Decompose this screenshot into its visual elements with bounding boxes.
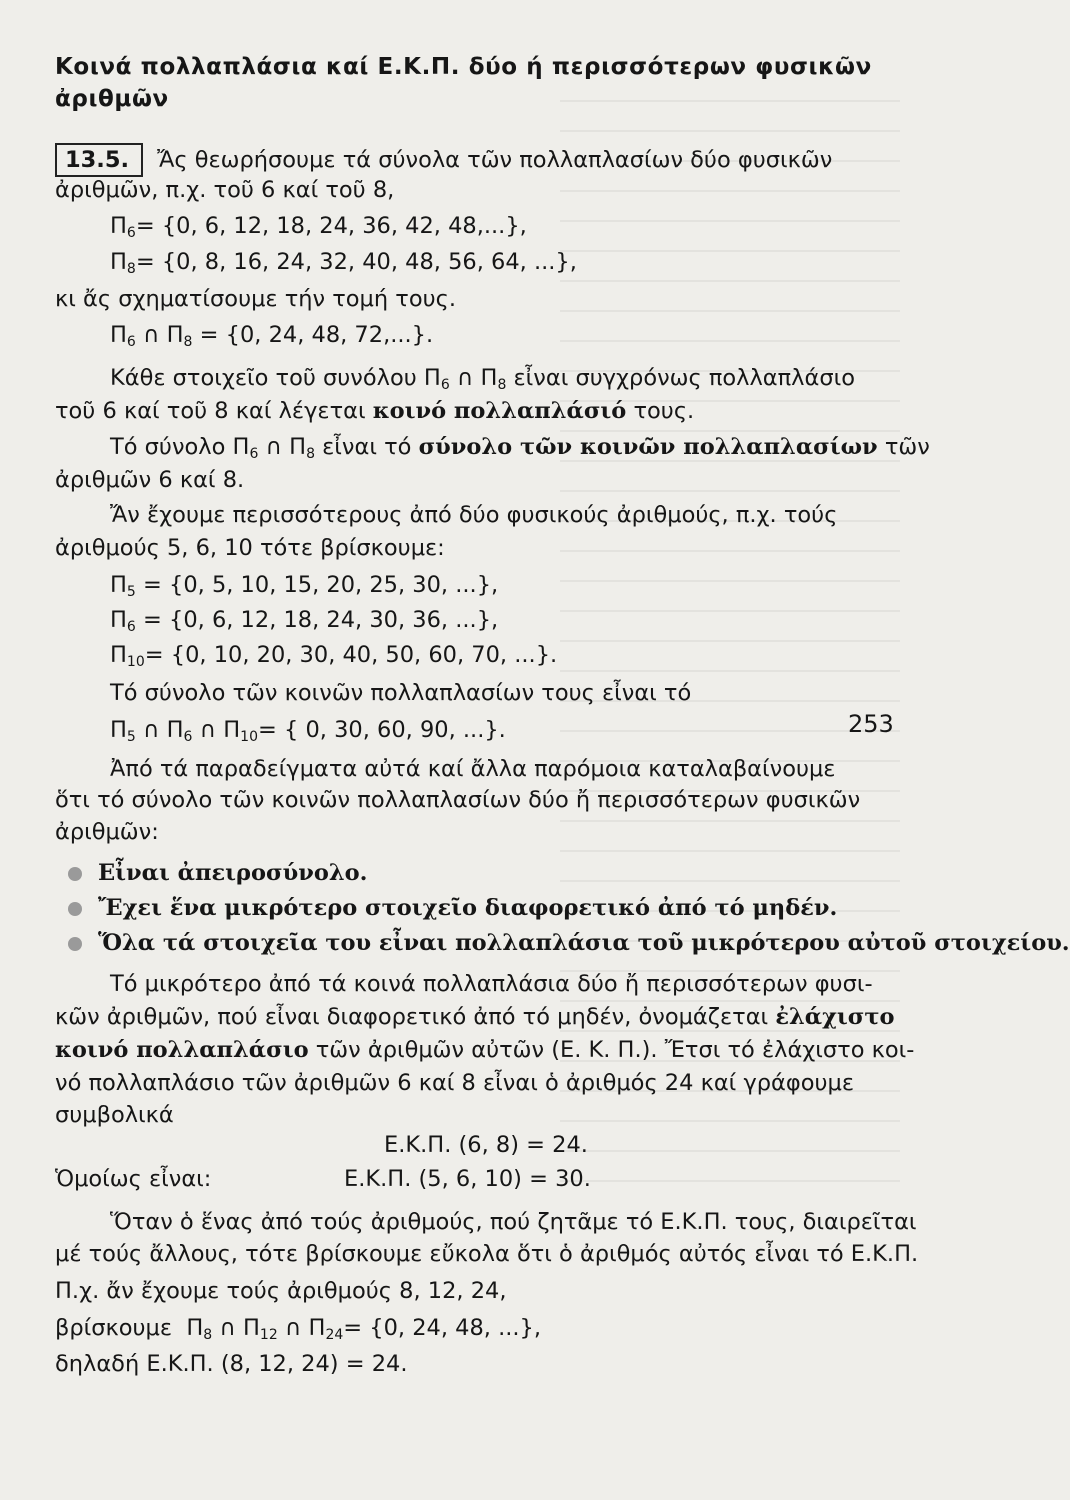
paragraph-line: [110, 363, 855, 393]
set-pi10: [110, 640, 557, 670]
bullet-item: [68, 858, 367, 888]
pi-symbol: Π: [308, 1315, 326, 1341]
paragraph-line: ὅτι τό σύνολο τῶν κοινῶν πολλαπλασίων δύο ἤ περισσότερων φυσικῶν: [55, 787, 861, 813]
subscript: 6: [440, 377, 450, 393]
bullet-icon: [68, 867, 82, 881]
equation-lcm-5-6-10: Ε.Κ.Π. (5, 6, 10) = 30.: [344, 1166, 591, 1192]
paragraph-line: [55, 1035, 914, 1065]
text: τους.: [633, 398, 695, 424]
text: κῶν ἀριθμῶν, πού εἶναι διαφορετικό ἀπό τό μηδέν, ὀνομάζεται: [55, 1004, 769, 1030]
intersection-symbol: ∩: [456, 365, 474, 391]
paragraph-line: [55, 143, 832, 177]
paragraph-line: [55, 1002, 895, 1032]
text: εἶναι τό: [322, 434, 412, 460]
section-number-box: 13.5.: [55, 143, 143, 177]
text: Ἄς θεωρήσουμε τά σύνολα τῶν πολλαπλασίων δύο φυσικῶν: [157, 147, 833, 173]
paragraph-line: κι ἄς σχηματίσουμε τήν τομή τους.: [55, 286, 456, 312]
paragraph-line: ἀριθμῶν, π.χ. τοῦ 6 καί τοῦ 8,: [55, 177, 395, 203]
section-title-line2: ἀριθμῶν: [55, 86, 169, 112]
subscript: 8: [497, 377, 507, 393]
pi-symbol: Π: [110, 322, 127, 348]
text: βρίσκουμε: [55, 1315, 173, 1341]
page-number: 253: [848, 710, 894, 738]
bullet-text: Ἔχει ἕνα μικρότερο στοιχεῖο διαφορετικό ἀπό τό μηδέν.: [98, 895, 838, 921]
set-values: = {0, 6, 12, 18, 24, 36, 42, 48,...},: [135, 213, 527, 239]
pi-symbol: Π: [166, 717, 184, 743]
text: τοῦ 6 καί τοῦ 8 καί λέγεται: [55, 398, 366, 424]
paragraph-line: ἀριθμούς 5, 6, 10 τότε βρίσκουμε:: [55, 535, 445, 561]
bullet-item: [68, 928, 1070, 958]
paragraph-line: Ὁμοίως εἶναι:: [55, 1166, 212, 1192]
subscript: 6: [126, 225, 136, 241]
paragraph-line: [55, 396, 694, 426]
intersection-6-8: [110, 320, 433, 350]
set-pi6-second: [110, 605, 498, 635]
bullet-text: Ὅλα τά στοιχεῖα του εἶναι πολλαπλάσια τοῦ μικρότερου αὐτοῦ στοιχείου.: [98, 930, 1070, 956]
paragraph-line: μέ τούς ἄλλους, τότε βρίσκουμε εὔκολα ὅτι ὁ ἀριθμός αὐτός εἶναι τό Ε.Κ.Π.: [55, 1241, 919, 1267]
pi-symbol: Π: [110, 572, 127, 598]
bold-term: ἐλάχιστο: [775, 1004, 895, 1030]
paragraph-line: Τό μικρότερο ἀπό τά κοινά πολλαπλάσια δύο ἤ περισσότερων φυσι-: [110, 971, 873, 997]
subscript: 6: [126, 334, 136, 350]
bullet-icon: [68, 937, 82, 951]
paragraph-line: Ἄν ἔχουμε περισσότερους ἀπό δύο φυσικούς ἀριθμούς, π.χ. τούς: [110, 502, 838, 528]
subscript: 8: [126, 261, 136, 277]
subscript: 10: [240, 729, 258, 745]
paragraph-line: Ἀπό τά παραδείγματα αὐτά καί ἄλλα παρόμοια καταλαβαίνουμε: [110, 756, 836, 782]
intersection-symbol: ∩: [143, 717, 160, 743]
pi-symbol: Π: [242, 1315, 260, 1341]
set-values: = {0, 8, 16, 24, 32, 40, 48, 56, 64, ...},: [135, 249, 577, 275]
text: εἶναι συγχρόνως πολλαπλάσιο: [513, 365, 855, 391]
set-pi8: [110, 247, 577, 277]
equation-lcm-6-8: Ε.Κ.Π. (6, 8) = 24.: [384, 1132, 588, 1158]
bold-term: κοινό πολλαπλάσιό: [372, 398, 627, 424]
intersection-symbol: ∩: [199, 717, 217, 743]
text: τῶν: [884, 434, 930, 460]
paragraph-line: Τό σύνολο τῶν κοινῶν πολλαπλασίων τους εἶναι τό: [110, 680, 692, 706]
pi-symbol: Π: [223, 717, 241, 743]
subscript: 10: [126, 654, 145, 670]
subscript: 6: [126, 619, 136, 635]
paragraph-line: ἀριθμῶν 6 καί 8.: [55, 467, 245, 493]
section-title-line1: Κοινά πολλαπλάσια καί Ε.Κ.Π. δύο ή περισσότερων φυσικῶν: [55, 54, 872, 80]
paragraph-line: συμβολικά: [55, 1102, 174, 1128]
paragraph-line: [110, 432, 930, 462]
set-values: = {0, 24, 48, 72,...}.: [199, 322, 434, 348]
paragraph-line: Ὅταν ὁ ἕνας ἀπό τούς ἀριθμούς, πού ζητᾶμε τό Ε.Κ.Π. τους, διαιρεῖται: [110, 1209, 917, 1235]
subscript: 8: [203, 1327, 213, 1343]
paragraph-line: Π.χ. ἄν ἔχουμε τούς ἀριθμούς 8, 12, 24,: [55, 1278, 507, 1304]
pi-symbol: Π: [186, 1315, 204, 1341]
bullet-icon: [68, 902, 82, 916]
bullet-text: Εἶναι ἀπειροσύνολο.: [98, 860, 368, 886]
intersection-symbol: ∩: [219, 1315, 236, 1341]
pi-symbol: Π: [110, 717, 127, 743]
set-pi6: [110, 211, 527, 241]
pi-symbol: Π: [480, 365, 498, 391]
intersection-symbol: ∩: [265, 434, 282, 460]
subscript: 6: [183, 729, 193, 745]
text: Τό σύνολο Π: [110, 434, 250, 460]
intersection-5-6-10: [110, 715, 506, 745]
paragraph-line: ἀριθμῶν:: [55, 819, 159, 845]
subscript: 24: [325, 1327, 344, 1343]
paragraph-line: δηλαδή Ε.Κ.Π. (8, 12, 24) = 24.: [55, 1351, 408, 1377]
subscript: 5: [126, 584, 136, 600]
set-values: = {0, 6, 12, 18, 24, 30, 36, ...},: [143, 607, 499, 633]
pi-symbol: Π: [289, 434, 307, 460]
intersection-symbol: ∩: [284, 1315, 302, 1341]
subscript: 8: [306, 446, 315, 462]
paragraph-line: νό πολλαπλάσιο τῶν ἀριθμῶν 6 καί 8 εἶναι ὁ ἀριθμός 24 καί γράφουμε: [55, 1070, 854, 1096]
pi-symbol: Π: [110, 607, 127, 633]
bold-term: σύνολο τῶν κοινῶν πολλαπλασίων: [418, 434, 878, 460]
bold-term: κοινό πολλαπλάσιο: [55, 1037, 309, 1063]
text: Κάθε στοιχεῖο τοῦ συνόλου Π: [110, 365, 441, 391]
set-values: = {0, 24, 48, ...},: [343, 1315, 541, 1341]
set-values: = {0, 5, 10, 15, 20, 25, 30, ...},: [143, 572, 499, 598]
pi-symbol: Π: [110, 249, 127, 275]
paragraph-line: [55, 1313, 541, 1343]
set-pi5: [110, 570, 498, 600]
pi-symbol: Π: [110, 213, 127, 239]
set-values: = { 0, 30, 60, 90, ...}.: [258, 717, 506, 743]
text: τῶν ἀριθμῶν αὐτῶν (Ε. Κ. Π.). Ἔτσι τό ἐλάχιστο κοι-: [315, 1037, 915, 1063]
subscript: 12: [259, 1327, 278, 1343]
bullet-item: [68, 893, 837, 923]
intersection-symbol: ∩: [143, 322, 160, 348]
subscript: 8: [183, 334, 193, 350]
subscript: 6: [249, 446, 259, 462]
subscript: 5: [126, 729, 136, 745]
pi-symbol: Π: [166, 322, 184, 348]
set-values: = {0, 10, 20, 30, 40, 50, 60, 70, ...}.: [144, 642, 558, 668]
pi-symbol: Π: [110, 642, 127, 668]
